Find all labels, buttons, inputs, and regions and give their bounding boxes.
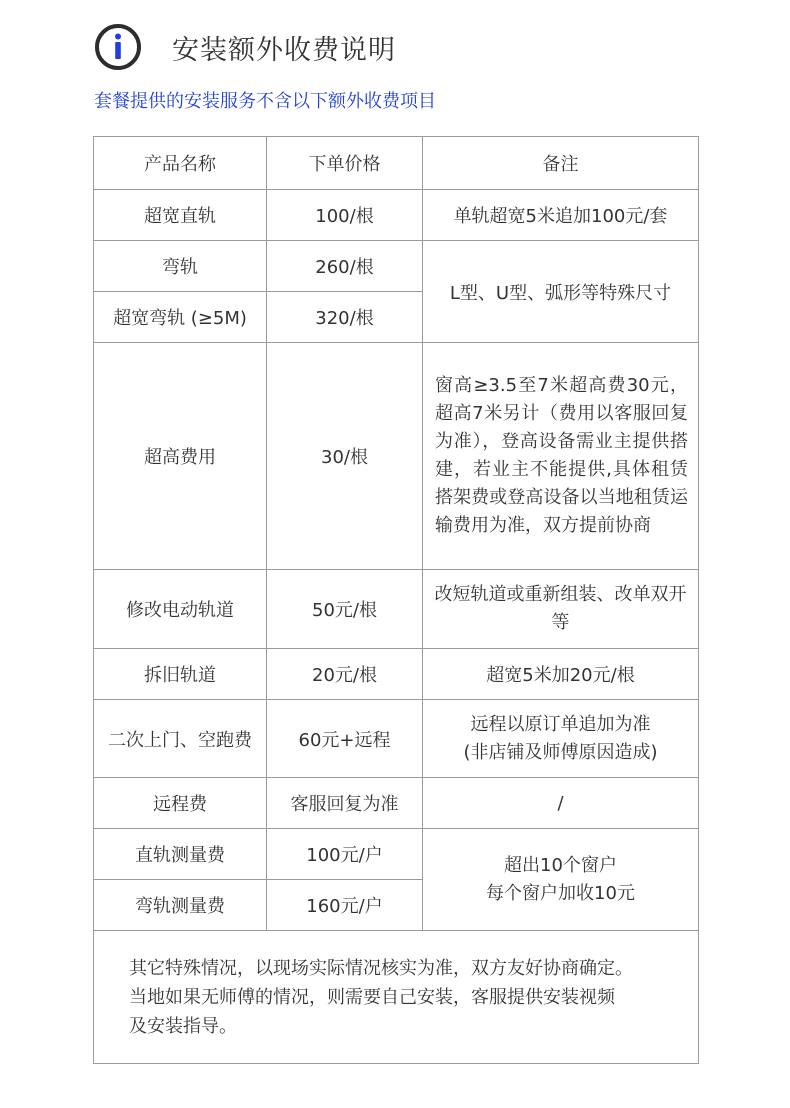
row-name: 二次上门、空跑费 bbox=[94, 700, 267, 778]
row-name: 弯轨测量费 bbox=[94, 880, 267, 931]
fee-table bbox=[93, 136, 699, 1064]
page-header bbox=[94, 22, 396, 72]
row-price: 320/根 bbox=[267, 292, 423, 343]
row-name: 弯轨 bbox=[94, 241, 267, 292]
subtitle: 套餐提供的安装服务不含以下额外收费项目 bbox=[94, 91, 436, 112]
row-note: / bbox=[423, 778, 699, 829]
table-row bbox=[94, 649, 699, 700]
row-name: 直轨测量费 bbox=[94, 829, 267, 880]
row-price: 100/根 bbox=[267, 190, 423, 241]
row-price: 30/根 bbox=[267, 343, 423, 570]
row-price: 100元/户 bbox=[267, 829, 423, 880]
footer-note bbox=[94, 931, 699, 1064]
row-note-line: (非店铺及师傅原因造成) bbox=[463, 741, 658, 763]
row-name: 超宽弯轨 (≥5M) bbox=[94, 292, 267, 343]
header-name: 产品名称 bbox=[94, 137, 267, 190]
row-price: 60元+远程 bbox=[267, 700, 423, 778]
row-note-curved: L型、U型、弧形等特殊尺寸 bbox=[423, 241, 699, 343]
row-note: 超宽5米加20元/根 bbox=[423, 649, 699, 700]
row-name: 超宽直轨 bbox=[94, 190, 267, 241]
footer-line: 及安装指导。 bbox=[129, 1015, 237, 1037]
row-note: 改短轨道或重新组装、改单双开等 bbox=[423, 570, 699, 649]
row-name: 拆旧轨道 bbox=[94, 649, 267, 700]
row-note: 窗高≥3.5至7米超高费30元，超高7米另计（费用以客服回复为准），登高设备需业主提供搭建，若业主不能提供,具体租赁搭架费或登高设备以当地租赁运输费用为准，双方提前协商 bbox=[423, 343, 699, 570]
table-row bbox=[94, 778, 699, 829]
row-note-line: 超出10个窗户 bbox=[504, 854, 617, 876]
page-title: 安装额外收费说明 bbox=[172, 34, 396, 66]
row-name: 超高费用 bbox=[94, 343, 267, 570]
row-price: 160元/户 bbox=[267, 880, 423, 931]
row-price: 客服回复为准 bbox=[267, 778, 423, 829]
header-price: 下单价格 bbox=[267, 137, 423, 190]
row-note: 单轨超宽5米追加100元/套 bbox=[423, 190, 699, 241]
row-price: 20元/根 bbox=[267, 649, 423, 700]
row-price: 50元/根 bbox=[267, 570, 423, 649]
row-name: 远程费 bbox=[94, 778, 267, 829]
table-row bbox=[94, 343, 699, 570]
table-header-row bbox=[94, 137, 699, 190]
footer-line: 当地如果无师傅的情况，则需要自己安装，客服提供安装视频 bbox=[129, 986, 615, 1008]
row-note-line: 每个窗户加收10元 bbox=[486, 882, 635, 904]
row-note-line: 远程以原订单追加为准 bbox=[470, 713, 651, 735]
row-price: 260/根 bbox=[267, 241, 423, 292]
table-row bbox=[94, 570, 699, 649]
info-icon bbox=[94, 23, 142, 71]
table-row bbox=[94, 700, 699, 778]
header-note: 备注 bbox=[423, 137, 699, 190]
row-note-measure bbox=[423, 829, 699, 931]
table-footer-row bbox=[94, 931, 699, 1064]
footer-line: 其它特殊情况，以现场实际情况核实为准，双方友好协商确定。 bbox=[129, 957, 633, 979]
table-row bbox=[94, 190, 699, 241]
row-note bbox=[423, 700, 699, 778]
table-row bbox=[94, 241, 699, 292]
table-row bbox=[94, 829, 699, 880]
row-name: 修改电动轨道 bbox=[94, 570, 267, 649]
